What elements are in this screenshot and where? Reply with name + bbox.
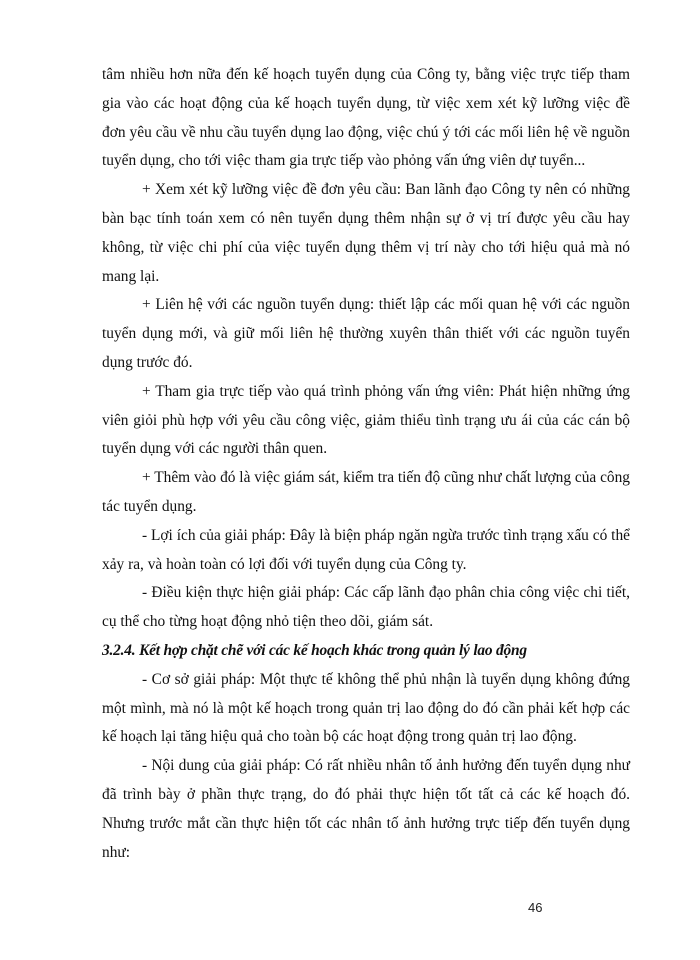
- page-number: 46: [528, 900, 543, 915]
- paragraph-basis: - Cơ sở giải pháp: Một thực tế không thể phủ nhận là tuyển dụng không đứng một mình, mà nó là một kế hoạch trong quản trị lao động do đó cần phải kết hợp các kế hoạch lại tăng hiệu quả cho toàn bộ các hoạt động trong quản trị lao động.: [102, 670, 630, 746]
- paragraph-interview-participation: + Tham gia trực tiếp vào quá trình phỏng vấn ứng viên: Phát hiện những ứng viên giỏi phù hợp với yêu cầu công việc, giảm thiểu tình trạng ưu ái của các cán bộ tuyển dụng với các người thân quen.: [102, 382, 630, 458]
- paragraph-content: - Nội dung của giải pháp: Có rất nhiều nhân tố ảnh hưởng đến tuyển dụng như đã trình bày ở phần thực trạng, do đó phải thực hiện tốt tất cả các kế hoạch đó. Nhưng trước mắt cần thực hiện tốt các nhân tố ảnh hưởng trực tiếp đến tuyển dụng như:: [102, 757, 630, 861]
- paragraph-recruitment-sources: + Liên hệ với các nguồn tuyển dụng: thiết lập các mối quan hệ với các nguồn tuyển dụng mới, và giữ mối liên hệ thường xuyên thân thiết với các nguồn tuyển dụng trước đó.: [102, 296, 630, 371]
- paragraph-continuation: tâm nhiều hơn nữa đến kế hoạch tuyển dụng của Công ty, bằng việc trực tiếp tham gia vào các hoạt động của kế hoạch tuyển dụng, từ việc xem xét kỹ lưỡng việc đề đơn yêu cầu về nhu cầu tuyển dụng lao động, việc chú ý tới các mối liên hệ về nguồn tuyển dụng, cho tới việc tham gia trực tiếp vào phỏng vấn ứng viên dự tuyển...: [102, 66, 630, 170]
- paragraph-benefit: - Lợi ích của giải pháp: Đây là biện pháp ngăn ngừa trước tình trạng xấu có thể xảy ra, và hoàn toàn có lợi đối với tuyển dụng của Công ty.: [102, 526, 630, 573]
- page-body: [102, 61, 630, 867]
- paragraph-review-request: + Xem xét kỹ lưỡng việc đề đơn yêu cầu: Ban lãnh đạo Công ty nên có những bàn bạc tính toán xem có nên tuyển dụng thêm nhận sự ở vị trí được yêu cầu hay không, từ việc chi phí của việc tuyển dụng thêm vị trí này cho tới hiệu quả mà nó mang lại.: [102, 181, 630, 285]
- paragraph-supervision: + Thêm vào đó là việc giám sát, kiểm tra tiến độ cũng như chất lượng của công tác tuyển dụng.: [102, 469, 630, 515]
- section-heading: 3.2.4. Kết hợp chặt chẽ với các kế hoạch khác trong quản lý lao động: [102, 641, 527, 659]
- paragraph-conditions: - Điều kiện thực hiện giải pháp: Các cấp lãnh đạo phân chia công việc chi tiết, cụ thể cho từng hoạt động nhỏ tiện theo dõi, giám sát.: [102, 584, 630, 631]
